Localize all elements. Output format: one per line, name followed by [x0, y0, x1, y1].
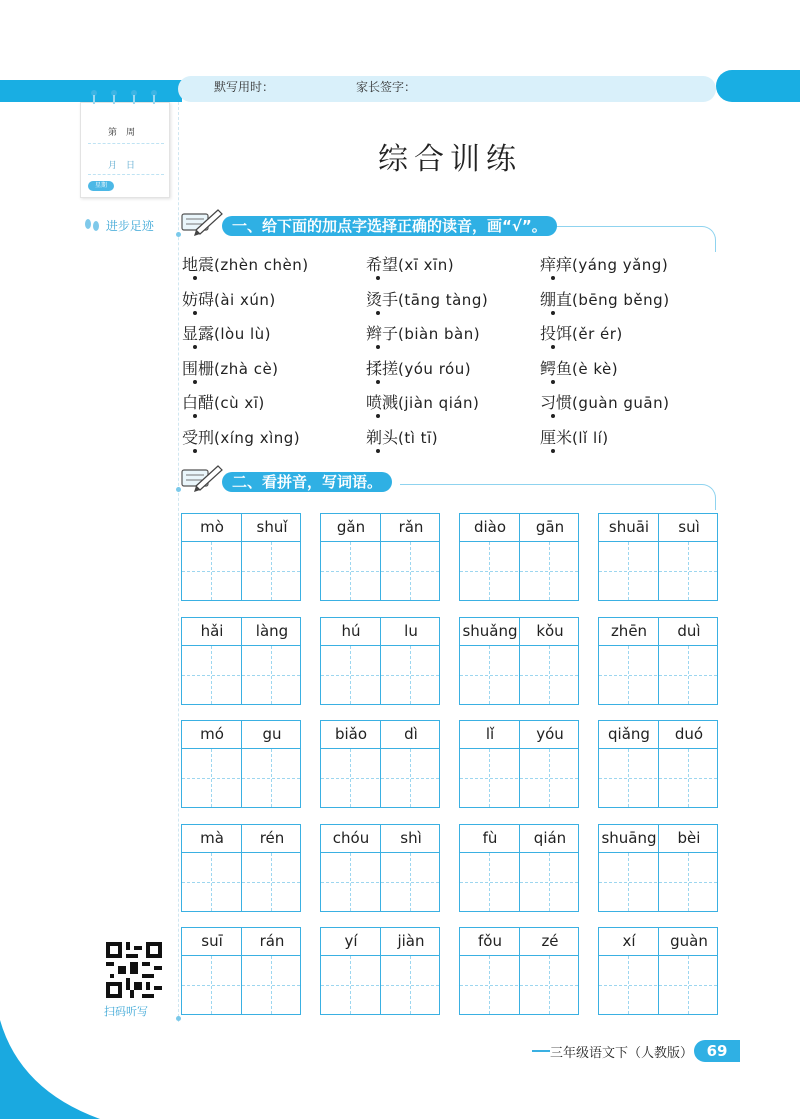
pinyin-syllable: gǎn [336, 518, 366, 536]
writing-grid[interactable] [459, 927, 579, 1015]
chinese-word: 妨碍 [182, 289, 215, 309]
grid-guide-line [549, 853, 550, 911]
section-2-heading: 二、看拼音，写词语。 [222, 472, 392, 492]
pinyin-syllable: shuāng [601, 828, 657, 847]
page-title: 综合训练 [378, 142, 522, 177]
emphasis-dot [193, 276, 197, 280]
writing-grid[interactable] [459, 824, 579, 912]
pinyin-options: (biàn bàn) [398, 325, 481, 343]
writing-grid[interactable] [181, 824, 301, 912]
grid-guide-line [549, 749, 550, 807]
writing-grid[interactable] [598, 617, 718, 705]
book-title: 三年级语文下（人教版） [550, 1046, 694, 1061]
emphasis-dot [551, 276, 555, 280]
grid-guide-line [182, 985, 300, 986]
grid-guide-line [460, 778, 578, 779]
chinese-word: 希望 [366, 255, 399, 274]
calendar-ring [109, 90, 119, 104]
pinyin-syllable: hǎi [200, 621, 224, 640]
writing-grid[interactable] [320, 927, 440, 1015]
pronunciation-choice-item[interactable] [366, 356, 471, 379]
pronunciation-choice-item[interactable] [366, 390, 479, 413]
pronunciation-choice-item[interactable] [540, 356, 618, 379]
grid-guide-line [321, 882, 439, 883]
calendar-week: 第 周 [108, 128, 136, 138]
grid-guide-line [658, 514, 659, 600]
writing-grid[interactable] [598, 513, 718, 601]
pinyin-syllable: biǎo [334, 725, 368, 743]
writing-grid[interactable] [459, 720, 579, 808]
writing-grid[interactable] [320, 513, 440, 601]
chinese-word: 烫手 [366, 289, 399, 309]
writing-grid[interactable] [181, 927, 301, 1015]
pinyin-options: (è kè) [572, 359, 619, 378]
pinyin-syllable: dì [404, 725, 418, 743]
pinyin-syllable: làng [255, 621, 289, 640]
pronunciation-choice-item[interactable] [540, 252, 668, 275]
calendar-weekday-tag: 星期 [88, 181, 114, 191]
dictation-time-label: 默写用时： [214, 80, 275, 94]
pinyin-syllable: yí [344, 932, 358, 950]
pinyin-syllable: gu [262, 725, 282, 743]
grid-guide-line [380, 721, 381, 807]
grid-guide-line [519, 825, 520, 911]
pinyin-syllable: lǐ [485, 725, 495, 743]
pinyin-options: (yáng yǎng) [572, 256, 669, 274]
grid-guide-line [688, 853, 689, 911]
grid-guide-line [599, 571, 717, 572]
emphasis-dot [193, 449, 197, 453]
pinyin-syllable: guàn [670, 932, 708, 950]
pinyin-syllable: rén [259, 828, 285, 847]
grid-guide-line [628, 646, 629, 704]
writing-grid[interactable] [320, 824, 440, 912]
pronunciation-choice-item[interactable] [182, 252, 309, 275]
emphasis-dot [551, 345, 555, 349]
grid-guide-line [182, 778, 300, 779]
grid-guide-line [380, 618, 381, 704]
writing-grid[interactable] [181, 720, 301, 808]
writing-grid[interactable] [459, 617, 579, 705]
chinese-word: 绷直 [540, 289, 573, 309]
margin-dot [176, 1016, 181, 1021]
scan-to-listen-label: 扫码听写 [104, 1005, 148, 1018]
pinyin-syllable: xí [622, 932, 636, 950]
grid-guide-line [350, 749, 351, 807]
pinyin-options: (tì tī) [398, 428, 439, 447]
pinyin-syllable: yóu [536, 725, 564, 743]
pinyin-syllable: suì [678, 518, 700, 536]
chinese-word: 受刑 [182, 427, 215, 447]
pinyin-syllable: mó [200, 725, 224, 743]
pinyin-syllable: kǒu [536, 621, 564, 640]
grid-guide-line [658, 928, 659, 1014]
pinyin-options: (tāng tàng) [398, 290, 489, 309]
pinyin-syllable: shuǐ [256, 518, 288, 536]
page-number: 69 [694, 1040, 740, 1062]
grid-guide-line [241, 514, 242, 600]
pronunciation-choice-item[interactable] [540, 287, 670, 310]
pencil-icon [180, 462, 224, 492]
pinyin-syllable: diào [473, 518, 507, 536]
grid-guide-line [688, 542, 689, 600]
grid-guide-line [410, 956, 411, 1014]
grid-guide-line [549, 956, 550, 1014]
pinyin-options: (xíng xìng) [214, 428, 301, 447]
grid-guide-line [182, 571, 300, 572]
pinyin-syllable: shuǎng [462, 621, 518, 640]
pinyin-options: (ěr ér) [572, 325, 623, 343]
writing-grid[interactable] [181, 617, 301, 705]
grid-guide-line [380, 514, 381, 600]
grid-guide-line [599, 985, 717, 986]
grid-guide-line [321, 675, 439, 676]
grid-guide-line [241, 618, 242, 704]
pinyin-syllable: chóu [332, 828, 370, 847]
grid-guide-line [410, 853, 411, 911]
grid-guide-line [549, 646, 550, 704]
pinyin-options: (zhà cè) [214, 359, 279, 378]
grid-guide-line [658, 825, 659, 911]
grid-guide-line [241, 928, 242, 1014]
writing-grid[interactable] [320, 720, 440, 808]
chinese-word: 厘米 [540, 427, 573, 447]
writing-grid[interactable] [598, 720, 718, 808]
grid-guide-line [489, 542, 490, 600]
pinyin-syllable: gān [535, 518, 565, 536]
section-1-heading: 一、给下面的加点字选择正确的读音，画“√”。 [222, 216, 557, 236]
pronunciation-choice-item[interactable] [182, 425, 300, 448]
pronunciation-choice-item[interactable] [540, 390, 669, 413]
pronunciation-choice-item[interactable] [540, 425, 609, 448]
pinyin-syllable: jiàn [397, 932, 425, 950]
pinyin-syllable: shì [400, 828, 422, 847]
emphasis-dot [376, 311, 380, 315]
grid-guide-line [549, 542, 550, 600]
grid-guide-line [519, 618, 520, 704]
grid-guide-line [519, 514, 520, 600]
emphasis-dot [193, 345, 197, 349]
calendar-ring [149, 90, 159, 104]
footer-accent [532, 1050, 550, 1052]
pronunciation-choice-item[interactable] [366, 287, 488, 310]
grid-guide-line [182, 882, 300, 883]
grid-guide-line [271, 646, 272, 704]
grid-guide-line [182, 675, 300, 676]
grid-guide-line [460, 675, 578, 676]
pinyin-syllable: suī [201, 932, 223, 950]
grid-guide-line [489, 853, 490, 911]
grid-guide-line [688, 749, 689, 807]
grid-guide-line [658, 618, 659, 704]
grid-guide-line [211, 956, 212, 1014]
chinese-word: 辫子 [366, 324, 399, 343]
grid-guide-line [410, 646, 411, 704]
pinyin-syllable: zé [541, 932, 559, 950]
pinyin-syllable: rǎn [398, 518, 424, 536]
grid-guide-line [460, 882, 578, 883]
grid-guide-line [519, 721, 520, 807]
pinyin-options: (yóu róu) [398, 359, 472, 378]
grid-guide-line [599, 675, 717, 676]
chinese-word: 围栅 [182, 358, 215, 378]
emphasis-dot [193, 380, 197, 384]
pinyin-syllable: rán [259, 932, 285, 950]
grid-guide-line [380, 928, 381, 1014]
writing-grid[interactable] [598, 824, 718, 912]
grid-guide-line [599, 778, 717, 779]
pencil-icon [180, 206, 224, 236]
pinyin-options: (bēng běng) [572, 290, 670, 309]
pinyin-syllable: duó [674, 725, 704, 743]
grid-guide-line [658, 721, 659, 807]
qr-code-icon[interactable] [106, 942, 162, 998]
pinyin-syllable: lu [404, 621, 418, 640]
grid-guide-line [489, 646, 490, 704]
grid-guide-line [271, 542, 272, 600]
grid-guide-line [628, 853, 629, 911]
grid-guide-line [241, 721, 242, 807]
section-arc [400, 484, 716, 510]
grid-guide-line [380, 825, 381, 911]
emphasis-dot [376, 276, 380, 280]
pronunciation-choice-item[interactable] [182, 287, 276, 310]
grid-guide-line [211, 542, 212, 600]
pinyin-syllable: duì [677, 621, 701, 640]
pinyin-syllable: mà [200, 828, 224, 847]
grid-guide-line [460, 985, 578, 986]
emphasis-dot [551, 380, 555, 384]
emphasis-dot [551, 311, 555, 315]
footprint-icon [84, 219, 106, 233]
emphasis-dot [551, 414, 555, 418]
grid-guide-line [321, 985, 439, 986]
grid-guide-line [688, 646, 689, 704]
pinyin-options: (jiàn qián) [398, 394, 480, 412]
grid-guide-line [350, 956, 351, 1014]
grid-guide-line [271, 853, 272, 911]
pronunciation-choice-item[interactable] [366, 252, 454, 275]
emphasis-dot [193, 414, 197, 418]
progress-steps-label: 进步足迹 [105, 219, 154, 233]
grid-guide-line [628, 956, 629, 1014]
parent-signature-label: 家长签字： [356, 80, 417, 94]
pronunciation-choice-item[interactable] [366, 321, 480, 344]
pronunciation-choice-item[interactable] [182, 390, 265, 413]
pronunciation-choice-item[interactable] [182, 321, 271, 344]
pinyin-options: (cù xī) [214, 394, 265, 412]
pinyin-options: (xī xīn) [398, 256, 455, 274]
pinyin-options: (guàn guān) [572, 394, 670, 412]
grid-guide-line [211, 646, 212, 704]
emphasis-dot [551, 449, 555, 453]
pinyin-syllable: fù [482, 828, 498, 847]
calendar-ring [129, 90, 139, 104]
pronunciation-choice-item[interactable] [182, 356, 279, 379]
pinyin-options: (lòu lù) [214, 325, 272, 343]
emphasis-dot [376, 380, 380, 384]
calendar-ring [89, 90, 99, 104]
grid-guide-line [489, 956, 490, 1014]
pinyin-options: (lǐ lí) [572, 428, 609, 447]
grid-guide-line [211, 749, 212, 807]
pinyin-options: (zhèn chèn) [214, 256, 309, 274]
chinese-word: 揉搓 [366, 358, 399, 378]
pronunciation-choice-item[interactable] [540, 321, 623, 344]
chinese-word: 白醋 [182, 393, 215, 412]
pinyin-syllable: qián [533, 828, 567, 847]
grid-guide-line [241, 825, 242, 911]
progress-steps [84, 217, 154, 234]
grid-guide-line [211, 853, 212, 911]
grid-guide-line [321, 571, 439, 572]
chinese-word: 地震 [182, 255, 215, 274]
grid-guide-line [628, 542, 629, 600]
emphasis-dot [376, 449, 380, 453]
grid-guide-line [599, 882, 717, 883]
grid-guide-line [410, 542, 411, 600]
grid-guide-line [350, 853, 351, 911]
pinyin-syllable: shuāi [608, 518, 650, 536]
chinese-word: 显露 [182, 324, 215, 343]
grid-guide-line [350, 646, 351, 704]
pinyin-syllable: qiǎng [608, 725, 650, 743]
grid-guide-line [271, 749, 272, 807]
grid-guide-line [460, 571, 578, 572]
chinese-word: 鳄鱼 [540, 358, 573, 378]
emphasis-dot [376, 345, 380, 349]
chinese-word: 喷溅 [366, 393, 399, 412]
grid-guide-line [688, 956, 689, 1014]
grid-guide-line [628, 749, 629, 807]
chinese-word: 剃头 [366, 427, 399, 447]
pinyin-syllable: mò [200, 518, 224, 536]
pinyin-syllable: bèi [677, 828, 701, 847]
pinyin-options: (ài xún) [214, 290, 276, 309]
grid-guide-line [489, 749, 490, 807]
chinese-word: 习惯 [540, 393, 573, 412]
grid-guide-line [519, 928, 520, 1014]
top-band-right [716, 70, 800, 102]
writing-grid[interactable] [598, 927, 718, 1015]
emphasis-dot [193, 311, 197, 315]
writing-grid[interactable] [320, 617, 440, 705]
chinese-word: 投饵 [540, 324, 573, 343]
pinyin-syllable: zhēn [610, 621, 648, 640]
margin-dashed-line [178, 102, 179, 1022]
pinyin-syllable: hú [341, 621, 361, 640]
writing-grid[interactable] [459, 513, 579, 601]
pinyin-syllable: fǒu [478, 932, 502, 950]
grid-guide-line [271, 956, 272, 1014]
grid-guide-line [350, 542, 351, 600]
chinese-word: 痒痒 [540, 255, 573, 274]
emphasis-dot [376, 414, 380, 418]
corner-decoration [0, 1000, 100, 1119]
calendar-date: 月 日 [108, 161, 136, 171]
grid-guide-line [321, 778, 439, 779]
grid-guide-line [410, 749, 411, 807]
pronunciation-choice-item[interactable] [366, 425, 438, 448]
writing-grid[interactable] [181, 513, 301, 601]
